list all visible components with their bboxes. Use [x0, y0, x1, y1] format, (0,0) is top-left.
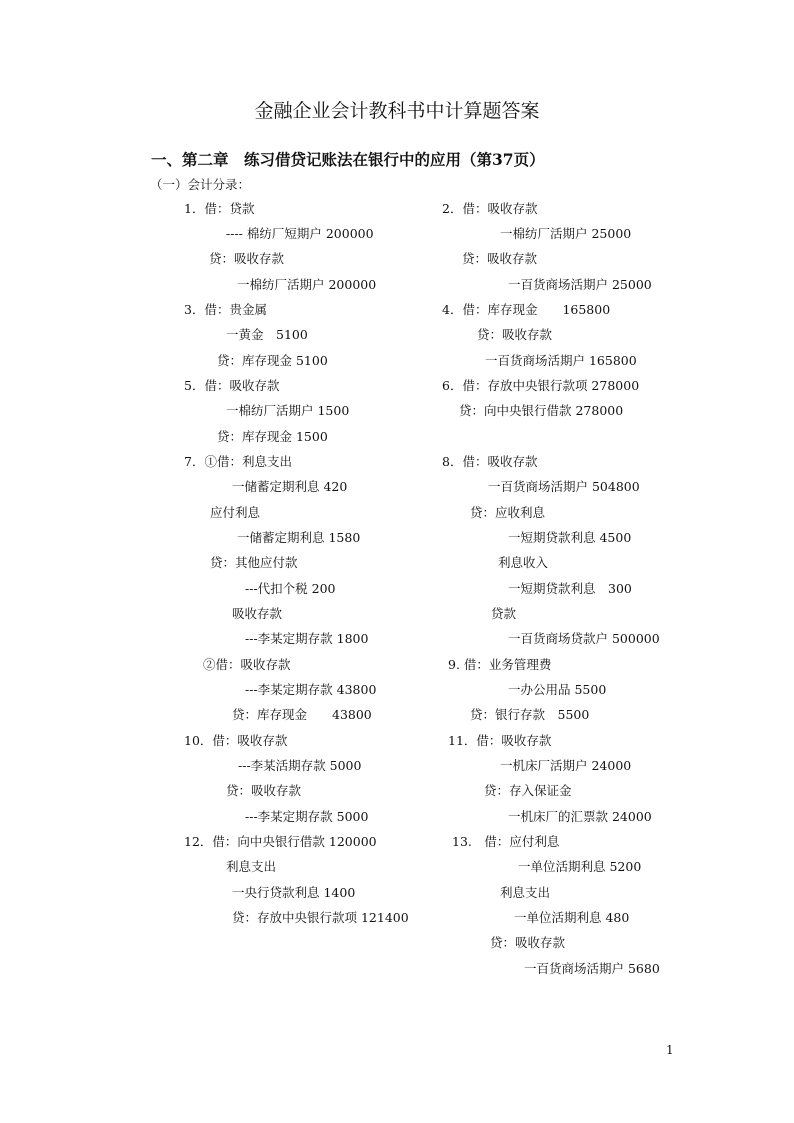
entry-line: 1．借：贷款: [184, 201, 255, 216]
document-title: 金融企业会计教科书中计算题答案: [254, 100, 540, 122]
entry-line: ---李某定期存款 5000: [245, 809, 369, 824]
entry-line: 6．借：存放中央银行款项 278000: [442, 378, 640, 393]
entry-line: 应付利息: [210, 505, 261, 520]
entry-line: 5．借：吸收存款: [184, 378, 280, 393]
entry-line: 2．借：吸收存款: [442, 201, 538, 216]
entry-line: 贷：应收利息: [470, 505, 546, 520]
entry-line: 9. 借：业务管理费: [448, 657, 552, 672]
entry-line: 13. 借：应付利息: [452, 834, 560, 849]
entry-line: 一百货商场贷款户 500000: [508, 631, 660, 646]
entry-line: 贷：吸收存款: [209, 251, 285, 266]
entry-line: ---李某活期存款 5000: [238, 758, 362, 773]
entry-line: 一短期贷款利息 300: [508, 581, 632, 596]
entry-line: 一办公用品 5500: [508, 682, 607, 697]
entry-line: 3．借：贵金属: [184, 302, 267, 317]
entry-line: 一短期贷款利息 4500: [508, 530, 632, 545]
entry-line: 一单位活期利息 5200: [518, 859, 642, 874]
entry-line: 7．①借：利息支出: [184, 454, 292, 469]
entry-line: 利息支出: [226, 859, 277, 874]
entry-line: 一棉纺厂活期户 200000: [237, 277, 377, 292]
entry-line: 贷：库存现金 43800: [232, 707, 372, 722]
entry-line: 贷：向中央银行借款 278000: [459, 403, 624, 418]
entry-line: 贷：吸收存款: [477, 327, 553, 342]
entry-line: 12．借：向中央银行借款 120000: [184, 834, 377, 849]
entry-line: 一储蓄定期利息 1580: [237, 530, 361, 545]
entry-line: 贷：其他应付款: [210, 555, 298, 570]
entry-line: ---李某定期存款 1800: [245, 631, 369, 646]
entry-line: 一央行贷款利息 1400: [232, 885, 356, 900]
entry-line: ---代扣个税 200: [245, 581, 336, 596]
entry-line: 一百货商场活期户 5680: [524, 961, 660, 976]
entry-line: 一百货商场活期户 165800: [485, 353, 637, 368]
entry-line: 一黄金 5100: [226, 327, 308, 342]
entry-line: 8．借：吸收存款: [442, 454, 538, 469]
entry-line: 贷：库存现金 5100: [217, 353, 328, 368]
entry-line: 贷：存入保证金: [484, 783, 572, 798]
entry-line: 一机床厂活期户 24000: [500, 758, 632, 773]
entry-line: 贷：库存现金 1500: [217, 429, 328, 444]
entry-line: 贷：银行存款 5500: [470, 707, 590, 722]
entry-line: 利息支出: [500, 885, 551, 900]
entry-line: 一棉纺厂活期户 1500: [226, 403, 350, 418]
entry-line: 一百货商场活期户 504800: [488, 479, 640, 494]
entry-line: ---- 棉纺厂短期户 200000: [226, 226, 374, 241]
entry-line: 4．借：库存现金 165800: [442, 302, 611, 317]
entry-line: 一棉纺厂活期户 25000: [500, 226, 632, 241]
entry-line: 贷：存放中央银行款项 121400: [232, 910, 409, 925]
entry-line: 一单位活期利息 480: [514, 910, 630, 925]
entry-line: 贷：吸收存款: [490, 935, 566, 950]
page-number: 1: [666, 1043, 674, 1057]
entry-line: ②借：吸收存款: [203, 657, 291, 672]
entry-line: 一储蓄定期利息 420: [232, 479, 348, 494]
entry-line: 一百货商场活期户 25000: [508, 277, 652, 292]
entry-line: 11．借：吸收存款: [448, 733, 552, 748]
entry-line: 贷：吸收存款: [226, 783, 302, 798]
section-heading: 一、第二章 练习借贷记账法在银行中的应用（第37页）: [151, 150, 545, 169]
entry-line: ---李某定期存款 43800: [245, 682, 377, 697]
entry-line: 10．借：吸收存款: [184, 733, 288, 748]
subsection-heading: （一）会计分录：: [150, 177, 251, 192]
entry-line: 贷：吸收存款: [462, 251, 538, 266]
entry-line: 贷款: [491, 606, 517, 621]
entry-line: 利息收入: [498, 555, 549, 570]
entry-line: 一机床厂的汇票款 24000: [508, 809, 652, 824]
entry-line: 吸收存款: [232, 606, 283, 621]
